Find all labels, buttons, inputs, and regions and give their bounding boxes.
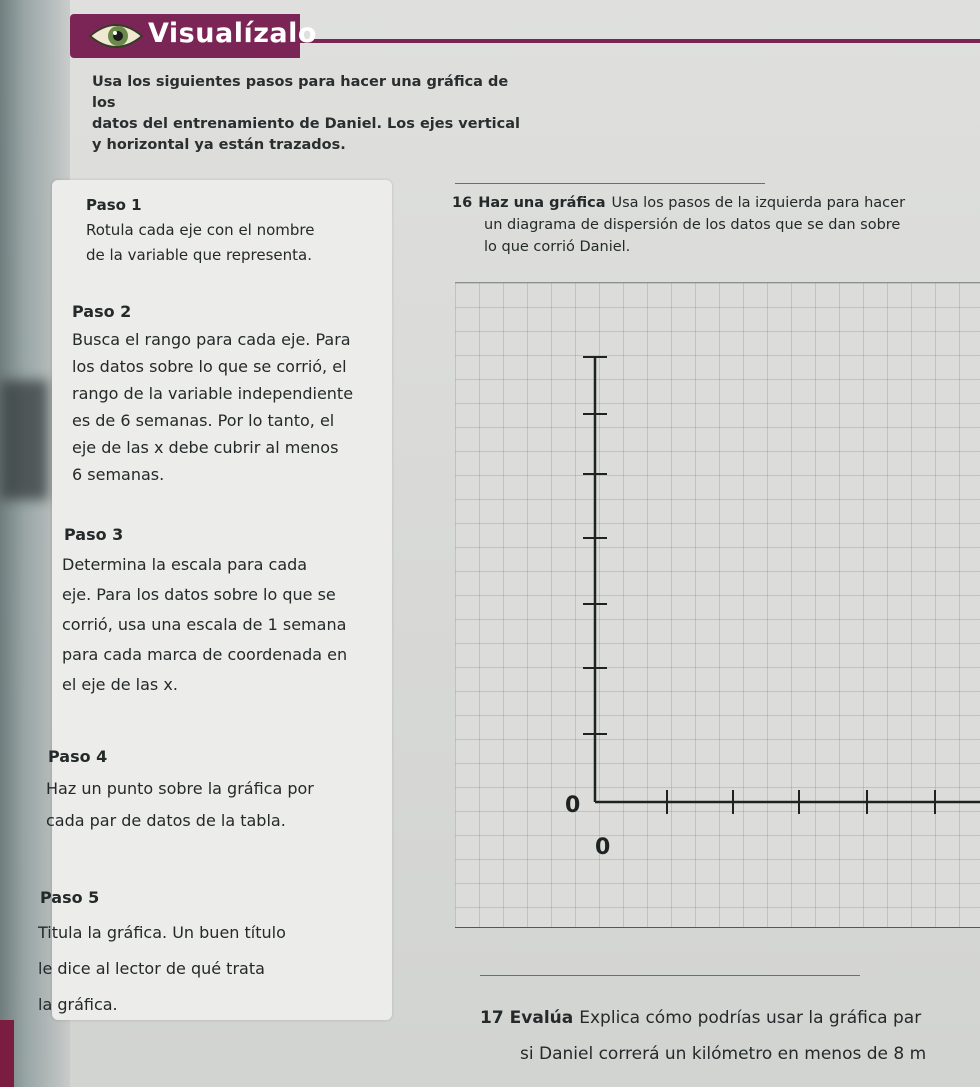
step-line: es de 6 semanas. Por lo tanto, el [72,411,335,430]
step-3-text [62,550,347,700]
intro-line: datos del entrenamiento de Daniel. Los ejes vertical [92,116,520,132]
graph-bottom-border [455,927,980,928]
step-line: cada par de datos de la tabla. [46,811,286,830]
header-rule [290,39,980,43]
step-line: Busca el rango para cada eje. Para [72,330,351,349]
question-17-label: Evalúa [509,1008,574,1028]
y-origin-label: 0 [565,793,581,818]
step-5-title: Paso 5 [40,888,100,907]
step-3-title: Paso 3 [64,525,124,544]
step-2-text [72,326,353,488]
step-5-text [38,915,286,1023]
step-line: eje de las x debe cubrir al menos [72,438,339,457]
question-17-number: 17 [480,1008,504,1028]
question-16-line [452,192,980,214]
step-line: para cada marca de coordenada en [62,645,348,664]
question-17-line: si Daniel correrá un kilómetro en menos de 8 m [520,1044,927,1064]
step-line: le dice al lector de qué trata [38,959,265,978]
step-1-text [86,218,315,268]
step-line: los datos sobre lo que se corrió, el [72,357,347,376]
page-title: Visualízalo [148,18,317,49]
step-line: 6 semanas. [72,465,165,484]
question-16-text: Usa los pasos de la izquierda para hacer [611,195,906,211]
intro-line: y horizontal ya están trazados. [92,137,346,153]
question-16-label: Haz una gráfica [478,195,606,211]
question-16-line: lo que corrió Daniel. [484,239,631,255]
step-line: eje. Para los datos sobre lo que se [62,585,336,604]
scatter-plot-axes [455,282,980,927]
step-line: Titula la gráfica. Un buen título [38,923,286,942]
step-line: Haz un punto sobre la gráfica por [46,779,314,798]
step-line: rango de la variable independiente [72,384,354,403]
step-line: Determina la escala para cada [62,555,308,574]
step-4-text [46,773,314,837]
question-17-text: Explica cómo podrías usar la gráfica par [579,1008,922,1028]
intro-line: Usa los siguientes pasos para hacer una gráfica de los [92,74,509,111]
intro-text [92,72,532,156]
step-line: de la variable que representa. [86,246,312,264]
step-line: Rotula cada eje con el nombre [86,221,315,239]
binding-red-edge [0,1020,14,1087]
question-17 [480,1000,980,1072]
binding-dark-patch [0,380,48,500]
separator-line [455,183,765,184]
question-16-line: un diagrama de dispersión de los datos que se dan sobre [484,217,901,233]
x-origin-label: 0 [595,835,611,860]
question-16 [452,192,980,258]
step-line: el eje de las x. [62,675,178,694]
separator-line [480,975,860,976]
eye-icon [86,14,146,58]
question-16-number: 16 [452,195,473,211]
step-4-title: Paso 4 [48,747,108,766]
step-2-title: Paso 2 [72,302,132,321]
step-line: la gráfica. [38,995,118,1014]
step-1-title: Paso 1 [86,196,142,214]
step-line: corrió, usa una escala de 1 semana [62,615,347,634]
question-17-line [480,1000,980,1036]
